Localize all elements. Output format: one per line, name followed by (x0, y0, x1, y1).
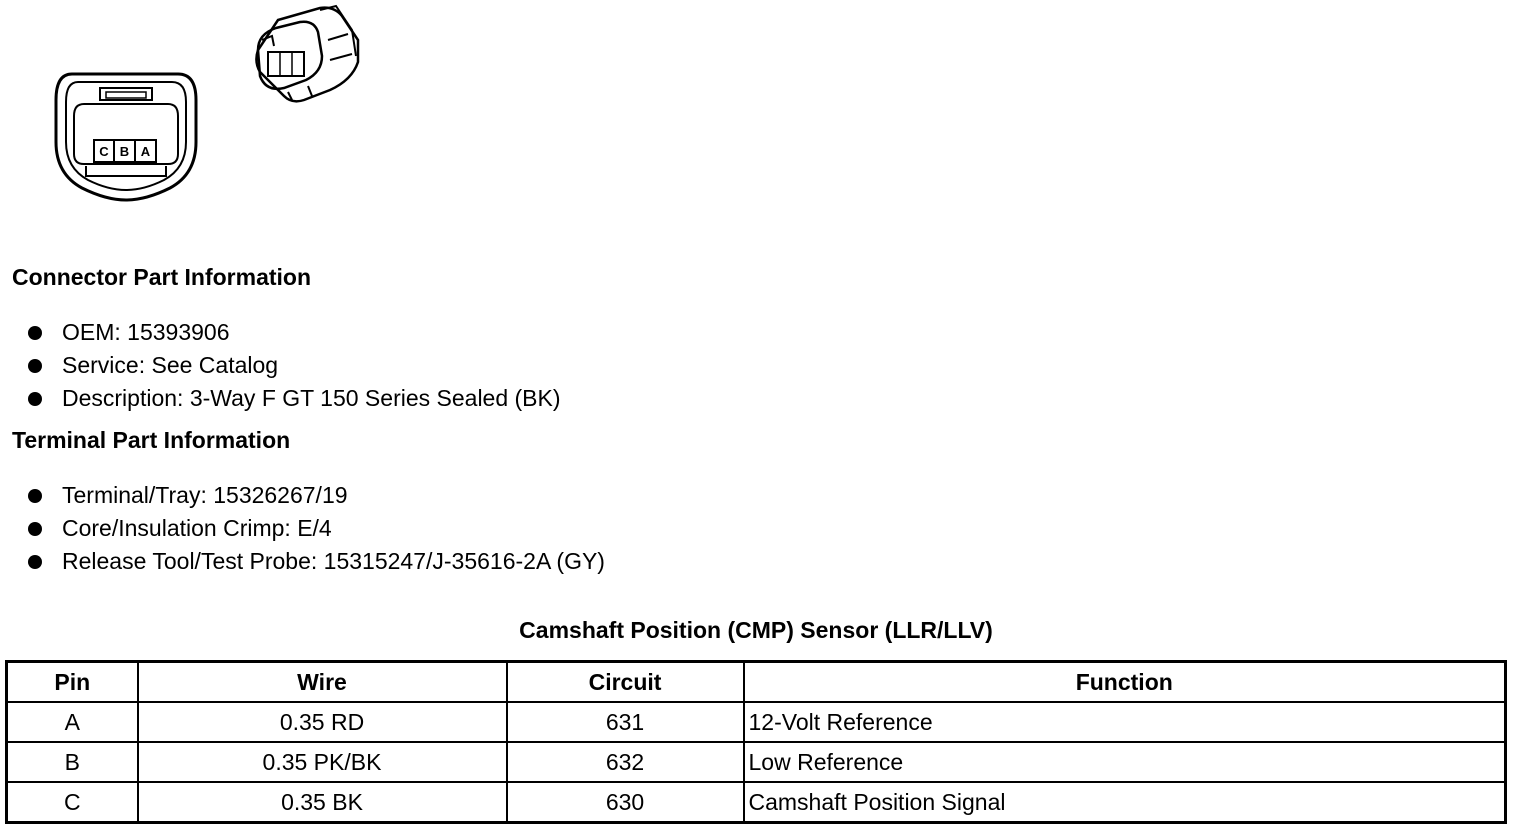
list-item: Release Tool/Test Probe: 15315247/J-35616-2A (GY) (28, 545, 605, 578)
header-function: Function (744, 662, 1506, 703)
table-title: Camshaft Position (CMP) Sensor (LLR/LLV) (519, 617, 993, 643)
terminal-info-list (28, 479, 605, 578)
pin-label-c: C (99, 144, 109, 159)
cell-function: 12-Volt Reference (744, 702, 1506, 742)
cell-wire: 0.35 RD (138, 702, 507, 742)
cell-wire: 0.35 PK/BK (138, 742, 507, 782)
cell-circuit: 630 (507, 782, 744, 823)
connector-info-list (28, 316, 561, 415)
table-row (7, 782, 1506, 823)
pin-label-b: B (119, 144, 130, 159)
header-circuit: Circuit (507, 662, 744, 703)
cell-circuit: 631 (507, 702, 744, 742)
cell-pin: C (7, 782, 138, 823)
terminal-info-title: Terminal Part Information (12, 427, 291, 453)
connector-info-title: Connector Part Information (12, 264, 312, 290)
connector-face-diagram (50, 70, 202, 204)
cell-circuit: 632 (507, 742, 744, 782)
list-item: Service: See Catalog (28, 349, 561, 382)
pin-label-a: A (140, 144, 151, 159)
list-item: Terminal/Tray: 15326267/19 (28, 479, 605, 512)
cell-function: Low Reference (744, 742, 1506, 782)
header-wire: Wire (138, 662, 507, 703)
cell-pin: B (7, 742, 138, 782)
cell-function: Camshaft Position Signal (744, 782, 1506, 823)
list-item: Description: 3-Way F GT 150 Series Sealed (BK) (28, 382, 561, 415)
cell-pin: A (7, 702, 138, 742)
header-pin: Pin (7, 662, 138, 703)
connector-isometric-diagram (248, 0, 366, 106)
table-row (7, 702, 1506, 742)
list-item: OEM: 15393906 (28, 316, 561, 349)
pinout-table (5, 660, 1507, 824)
cell-wire: 0.35 BK (138, 782, 507, 823)
list-item: Core/Insulation Crimp: E/4 (28, 512, 605, 545)
table-row (7, 742, 1506, 782)
table-header-row (7, 662, 1506, 703)
